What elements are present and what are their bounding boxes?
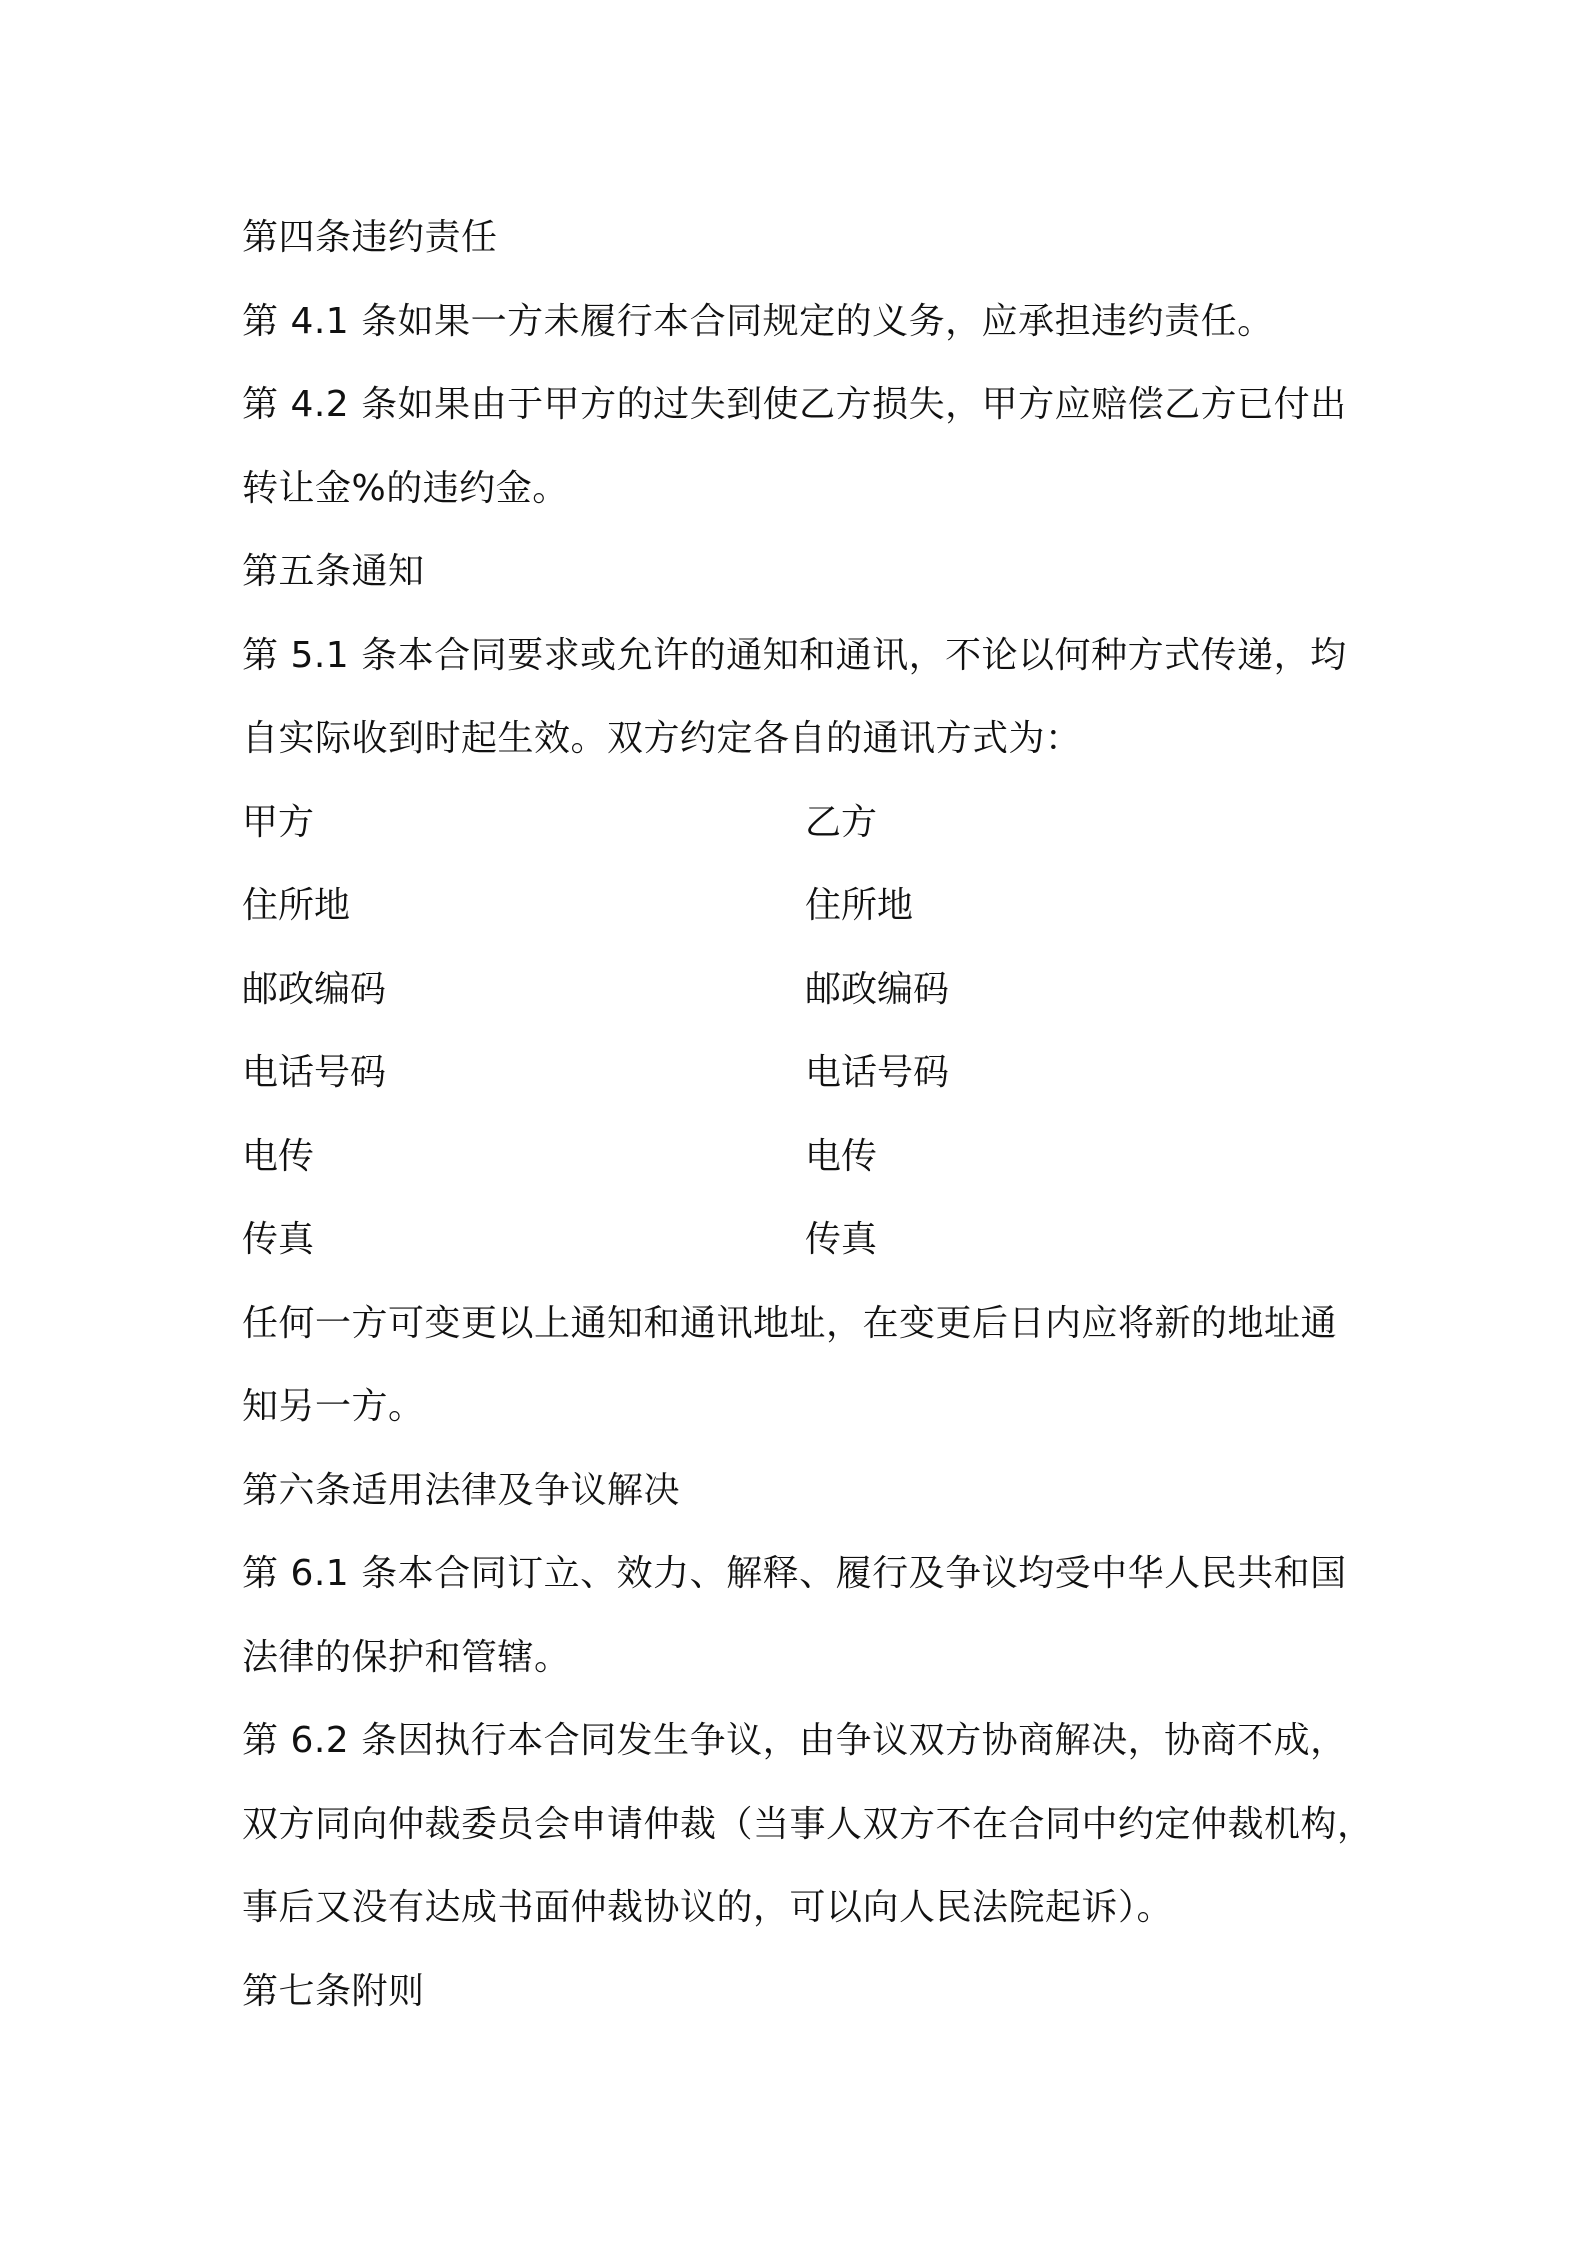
article-6-heading: 第六条适用法律及争议解决 [242,1469,681,1511]
party-a-fax-label: 传真 [242,1219,315,1260]
address-change-line-1: 任何一方可变更以上通知和通讯地址，在变更后日内应将新的地址通 [242,1302,1338,1344]
party-a-phone-label: 电话号码 [242,1052,387,1093]
contact-row-telex [242,1115,1362,1199]
party-b-address-label: 住所地 [805,885,914,926]
party-a-label: 甲方 [242,801,315,843]
party-a-postcode-label: 邮政编码 [242,968,387,1010]
party-a-address-label: 住所地 [242,885,351,926]
clause-4-2-line-2: 转让金%的违约金。 [242,467,569,509]
clause-6-2-line-3: 事后又没有达成书面仲裁协议的，可以向人民法院起诉）。 [242,1887,1174,1928]
article-5-heading: 第五条通知 [242,551,425,592]
party-b-postcode-label: 邮政编码 [805,968,950,1010]
party-b-telex-label: 电传 [805,1135,878,1177]
address-change-line-2: 知另一方。 [242,1386,425,1427]
clause-6-1-line-2: 法律的保护和管辖。 [242,1636,571,1678]
contact-row-phone [242,1031,1362,1115]
contact-row-postcode [242,948,1362,1032]
clause-4-1: 第 4.1 条如果一方未履行本合同规定的义务，应承担违约责任。 [242,300,1274,342]
party-b-phone-label: 电话号码 [805,1052,950,1093]
party-b-fax-label: 传真 [805,1219,878,1260]
party-b-label: 乙方 [805,801,878,843]
article-7-heading: 第七条附则 [242,1970,425,2012]
contact-row-fax [242,1198,1362,1282]
clause-5-1-line-1: 第 5.1 条本合同要求或允许的通知和通讯，不论以何种方式传递，均 [242,634,1347,676]
document-body [242,196,1374,2033]
clause-6-2-line-1: 第 6.2 条因执行本合同发生争议，由争议双方协商解决，协商不成， [242,1720,1347,1761]
party-a-telex-label: 电传 [242,1135,315,1177]
contact-row-party [242,781,1362,865]
clause-6-2-line-2: 双方同向仲裁委员会申请仲裁（当事人双方不在合同中约定仲裁机构， [242,1803,1374,1845]
clause-4-2-line-1: 第 4.2 条如果由于甲方的过失到使乙方损失，甲方应赔偿乙方已付出 [242,384,1347,425]
article-4-heading: 第四条违约责任 [242,217,498,258]
clause-5-1-line-2: 自实际收到时起生效。双方约定各自的通讯方式为： [242,718,1082,759]
contact-row-address [242,864,1362,948]
clause-6-1-line-1: 第 6.1 条本合同订立、效力、解释、履行及争议均受中华人民共和国 [242,1553,1347,1594]
